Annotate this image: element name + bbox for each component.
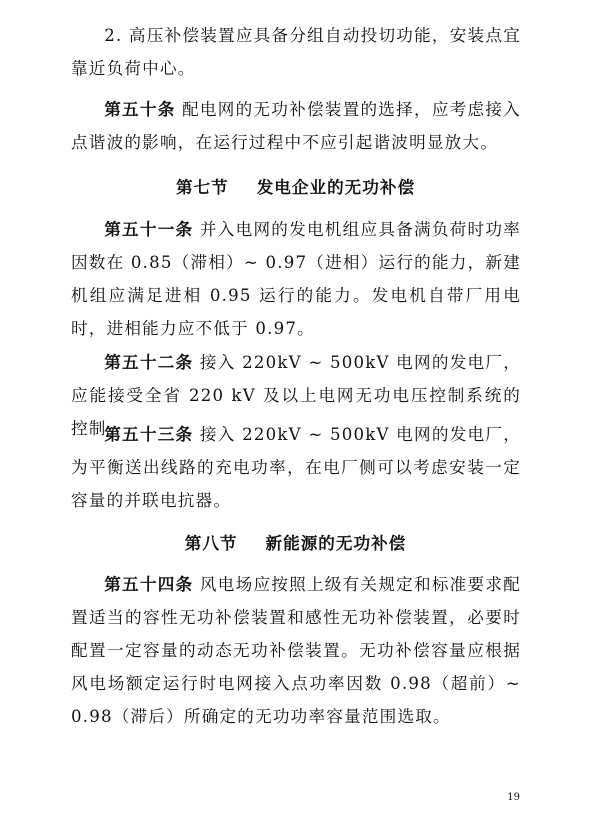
paragraph-text: 2. 高压补偿装置应具备分组自动投切功能，安装点宜靠近负荷中心。: [71, 26, 521, 78]
section-heading-8: [0, 527, 591, 560]
article-label: 第五十条: [104, 100, 176, 119]
article-text: 接入 220kV ~ 500kV 电网的发电厂，为平衡送出线路的充电功率，在电厂侧可以考虑安装一定容量的并联电抗器。: [71, 425, 521, 510]
article-label: 第五十三条: [104, 425, 194, 444]
article-50: [71, 93, 521, 159]
page-number: 19: [507, 792, 520, 803]
article-54: [71, 568, 521, 733]
article-label: 第五十一条: [104, 220, 194, 239]
section-title: 发电企业的无功补偿: [256, 178, 416, 197]
article-text: 风电场应按照上级有关规定和标准要求配置适当的容性无功补偿装置和感性无功补偿装置，必要时配置一定容量的动态无功补偿装置。无功补偿容量应根据风电场额定运行时电网接入点功率因数 0.98（超前）~ 0.98（滞后）所确定的无功功率容量范围选取。: [71, 575, 521, 726]
article-label: 第五十四条: [104, 575, 194, 594]
article-label: 第五十二条: [104, 353, 194, 372]
paragraph-item-2: [71, 19, 521, 85]
section-number: 第七节: [175, 178, 229, 197]
section-number: 第八节: [184, 534, 238, 553]
section-title: 新能源的无功补偿: [265, 534, 407, 553]
article-51: [71, 213, 521, 345]
article-text: 并入电网的发电机组应具备满负荷时功率因数在 0.85（滞相）~ 0.97（进相）运行的能力，新建机组应满足进相 0.95 运行的能力。发电机自带厂用电时，进相能力应不低于 0.97。: [71, 220, 521, 338]
article-53: [71, 418, 521, 517]
section-heading-7: [0, 171, 591, 204]
article-text: 配电网的无功补偿装置的选择，应考虑接入点谐波的影响，在运行过程中不应引起谐波明显放大。: [71, 100, 521, 152]
article-text: 接入 220kV ~ 500kV 电网的发电厂，应能接受全省 220 kV 及以上电网无功电压控制系统的控制。: [71, 353, 521, 438]
